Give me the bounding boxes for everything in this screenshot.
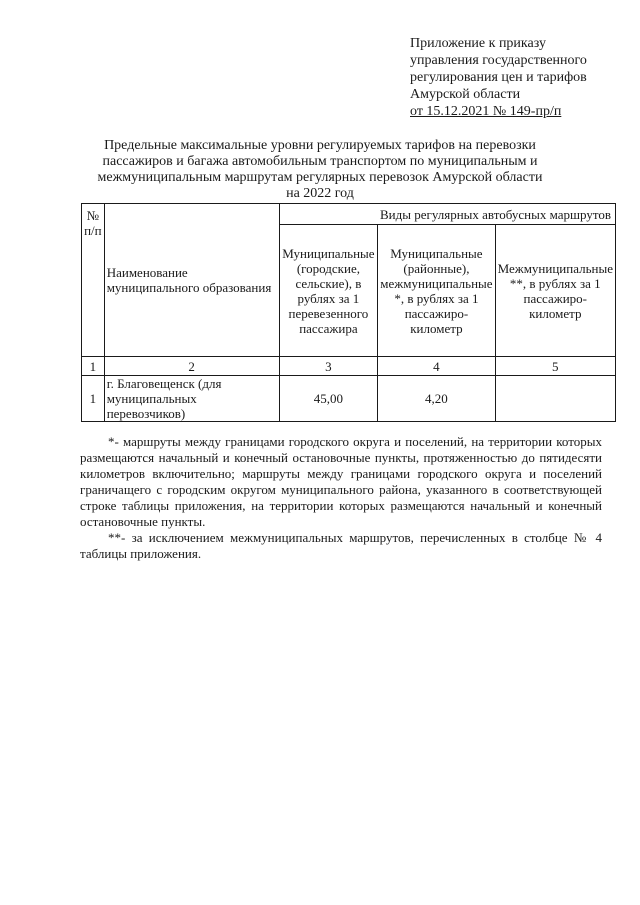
appendix-line: Амурской области [410,87,521,102]
header-route-types: Виды регулярных автобусных маршрутов [279,204,615,225]
title-line: Предельные максимальные уровни регулируемых тарифов на перевозки [104,138,536,153]
index-cell: 1 [82,357,105,376]
footnote-single-star: *- маршруты между границами городского округа и поселений, на территории которых размещаются начальный и конечный остановочные пункты, протяженностью до пятидесяти километров включительно; маршруты между границами городского округа и поселений граничащего с городским округом муниципального района, указанного в соответствующей строке таблицы приложения, на территории которых размещаются начальный и конечный остановочные пункты. [80,434,602,529]
header-municipal-district: Муниципальные (районные), межмуниципальные *, в рублях за 1 пассажиро-километр [378,225,495,357]
table-row [82,376,616,422]
header-num: № п/п [82,204,105,357]
index-cell: 3 [279,357,378,376]
header-municipal-urban: Муниципальные (городские, сельские), в рублях за 1 перевезенного пассажира [279,225,378,357]
title-line: пассажиров и багажа автомобильным транспортом по муниципальным и [102,154,538,169]
index-cell: 2 [104,357,279,376]
footnote-double-star: **- за исключением межмуниципальных маршрутов, перечисленных в столбце № 4 таблицы приложения. [80,530,602,561]
tariff-table [81,203,616,422]
appendix-line: управления государственного [410,53,587,68]
index-cell: 4 [378,357,495,376]
row-tariff-district: 4,20 [378,376,495,422]
footnotes [80,434,602,562]
appendix-line: регулирования цен и тарифов [410,70,587,85]
row-name: г. Благовещенск (для муниципальных перевозчиков) [104,376,279,422]
row-num: 1 [82,376,105,422]
row-tariff-intermunicipal [495,376,615,422]
header-name: Наименование муниципального образования [104,204,279,357]
index-cell: 5 [495,357,615,376]
title-line: на 2022 год [286,186,354,201]
title-line: межмуниципальным маршрутам регулярных перевозок Амурской области [97,170,543,185]
appendix-line: Приложение к приказу [410,36,546,51]
header-intermunicipal: Межмуниципальные **, в рублях за 1 пассажиро-километр [495,225,615,357]
appendix-header [410,35,630,120]
appendix-date-line: от 15.12.2021 № 149-пр/п [410,104,562,119]
row-tariff-municipal: 45,00 [279,376,378,422]
document-title [80,138,560,202]
